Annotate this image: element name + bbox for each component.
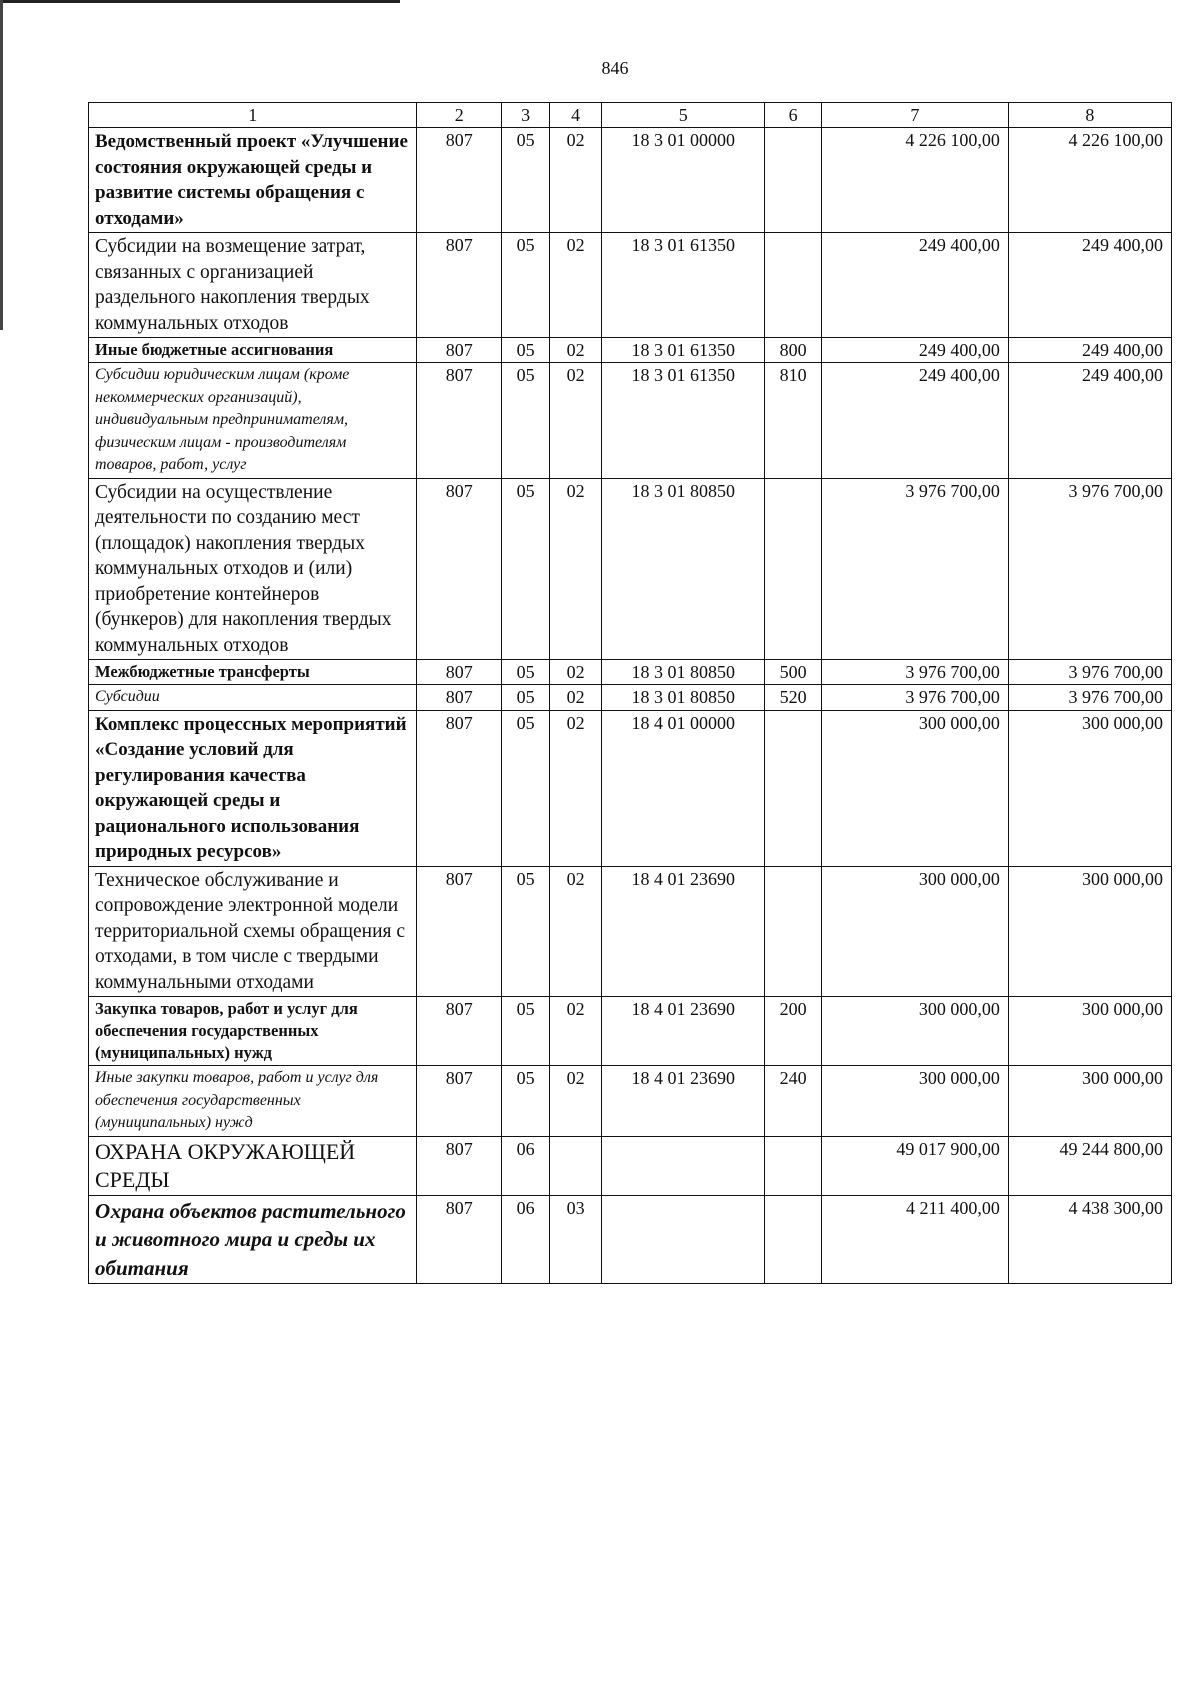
department-code-cell: 807	[417, 1195, 502, 1284]
expense-type-cell	[765, 233, 822, 338]
department-code-cell: 807	[417, 363, 502, 479]
department-code-cell: 807	[417, 1136, 502, 1195]
table-row	[89, 1066, 1172, 1137]
subsection-code-cell: 03	[550, 1195, 602, 1284]
table-row	[89, 128, 1172, 233]
section-code-cell: 05	[502, 128, 550, 233]
amount-year-2-cell: 4 226 100,00	[1008, 128, 1171, 233]
row-name: Межбюджетные трансферты	[95, 662, 310, 681]
header-cell: 2	[417, 103, 502, 128]
amount-year-2-cell: 49 244 800,00	[1008, 1136, 1171, 1195]
budget-table	[88, 102, 1172, 1284]
target-article-cell: 18 3 01 80850	[602, 478, 765, 660]
target-article-cell	[602, 1136, 765, 1195]
amount-year-2-cell: 300 000,00	[1008, 710, 1171, 866]
section-code-cell: 05	[502, 997, 550, 1066]
section-code-cell: 05	[502, 660, 550, 685]
section-code-cell: 05	[502, 338, 550, 363]
department-code-cell: 807	[417, 997, 502, 1066]
header-cell: 3	[502, 103, 550, 128]
department-code-cell: 807	[417, 866, 502, 997]
target-article-cell: 18 3 01 61350	[602, 338, 765, 363]
table-row	[89, 478, 1172, 660]
subsection-code-cell: 02	[550, 128, 602, 233]
row-name: Субсидии на осуществление деятельности по созданию мест (площадок) накопления твердых коммунальных отходов и (или) приобретение контейнеров (бункеров) для накопления твердых коммунальных отходов	[95, 481, 392, 656]
department-code-cell: 807	[417, 660, 502, 685]
row-name-cell	[89, 685, 417, 711]
header-cell: 5	[602, 103, 765, 128]
section-code-cell: 05	[502, 1066, 550, 1137]
row-name-cell	[89, 660, 417, 685]
page-number: 846	[601, 58, 629, 78]
expense-type-cell: 800	[765, 338, 822, 363]
row-name-cell	[89, 233, 417, 338]
header-cell: 6	[765, 103, 822, 128]
department-code-cell: 807	[417, 478, 502, 660]
row-name: Субсидии	[95, 688, 160, 705]
expense-type-cell	[765, 128, 822, 233]
amount-year-2-cell: 3 976 700,00	[1008, 660, 1171, 685]
row-name: Ведомственный проект «Улучшение состояния окружающей среды и развитие системы обращения с отходами»	[95, 131, 408, 229]
table-row	[89, 866, 1172, 997]
section-code-cell: 05	[502, 685, 550, 711]
amount-year-2-cell: 300 000,00	[1008, 1066, 1171, 1137]
amount-year-1-cell: 3 976 700,00	[821, 685, 1008, 711]
target-article-cell: 18 4 01 23690	[602, 866, 765, 997]
row-name: Комплекс процессных мероприятий «Создание условий для регулирования качества окружающей среды и рационального использования природных ресурсов»	[95, 713, 407, 862]
subsection-code-cell: 02	[550, 660, 602, 685]
amount-year-1-cell: 300 000,00	[821, 710, 1008, 866]
target-article-cell: 18 4 01 23690	[602, 997, 765, 1066]
header-cell: 8	[1008, 103, 1171, 128]
target-article-cell	[602, 1195, 765, 1284]
subsection-code-cell: 02	[550, 997, 602, 1066]
row-name: Субсидии на возмещение затрат, связанных с организацией раздельного накопления твердых коммунальных отходов	[95, 236, 370, 334]
expense-type-cell	[765, 710, 822, 866]
table-row	[89, 233, 1172, 338]
amount-year-2-cell: 300 000,00	[1008, 997, 1171, 1066]
expense-type-cell: 520	[765, 685, 822, 711]
row-name-cell	[89, 1195, 417, 1284]
amount-year-1-cell: 300 000,00	[821, 866, 1008, 997]
amount-year-1-cell: 4 226 100,00	[821, 128, 1008, 233]
table-row	[89, 1136, 1172, 1195]
row-name-cell	[89, 478, 417, 660]
table-row	[89, 685, 1172, 711]
amount-year-2-cell: 4 438 300,00	[1008, 1195, 1171, 1284]
row-name: Субсидии юридическим лицам (кроме некоммерческих организаций), индивидуальным предпринимателям, физическим лицам - производителям товаров, работ, услуг	[95, 366, 350, 473]
amount-year-2-cell: 300 000,00	[1008, 866, 1171, 997]
table-row	[89, 1195, 1172, 1284]
expense-type-cell: 240	[765, 1066, 822, 1137]
expense-type-cell: 500	[765, 660, 822, 685]
section-code-cell: 05	[502, 233, 550, 338]
row-name: Иные бюджетные ассигнования	[95, 340, 334, 359]
header-cell: 1	[89, 103, 417, 128]
subsection-code-cell: 02	[550, 710, 602, 866]
row-name: Иные закупки товаров, работ и услуг для обеспечения государственных (муниципальных) нужд	[95, 1069, 379, 1131]
subsection-code-cell: 02	[550, 685, 602, 711]
expense-type-cell	[765, 1136, 822, 1195]
amount-year-1-cell: 300 000,00	[821, 997, 1008, 1066]
row-name-cell	[89, 1066, 417, 1137]
section-code-cell: 05	[502, 866, 550, 997]
target-article-cell: 18 4 01 23690	[602, 1066, 765, 1137]
amount-year-2-cell: 249 400,00	[1008, 338, 1171, 363]
amount-year-1-cell: 49 017 900,00	[821, 1136, 1008, 1195]
subsection-code-cell: 02	[550, 866, 602, 997]
expense-type-cell: 810	[765, 363, 822, 479]
subsection-code-cell	[550, 1136, 602, 1195]
section-code-cell: 06	[502, 1136, 550, 1195]
target-article-cell: 18 3 01 61350	[602, 233, 765, 338]
department-code-cell: 807	[417, 233, 502, 338]
header-cell: 7	[821, 103, 1008, 128]
expense-type-cell	[765, 866, 822, 997]
row-name-cell	[89, 866, 417, 997]
row-name-cell	[89, 710, 417, 866]
top-border-line	[0, 0, 400, 3]
row-name: ОХРАНА ОКРУЖАЮЩЕЙ СРЕДЫ	[95, 1138, 356, 1192]
subsection-code-cell: 02	[550, 338, 602, 363]
target-article-cell: 18 3 01 61350	[602, 363, 765, 479]
section-code-cell: 05	[502, 710, 550, 866]
expense-type-cell	[765, 478, 822, 660]
subsection-code-cell: 02	[550, 1066, 602, 1137]
row-name-cell	[89, 1136, 417, 1195]
table-row	[89, 710, 1172, 866]
table-row	[89, 997, 1172, 1066]
amount-year-1-cell: 3 976 700,00	[821, 478, 1008, 660]
row-name-cell	[89, 128, 417, 233]
row-name-cell	[89, 363, 417, 479]
amount-year-1-cell: 300 000,00	[821, 1066, 1008, 1137]
row-name: Охрана объектов растительного и животного мира и среды их обитания	[95, 1198, 406, 1280]
table-header-row	[89, 103, 1172, 128]
table-row	[89, 338, 1172, 363]
subsection-code-cell: 02	[550, 233, 602, 338]
target-article-cell: 18 3 01 80850	[602, 660, 765, 685]
department-code-cell: 807	[417, 338, 502, 363]
section-code-cell: 05	[502, 363, 550, 479]
amount-year-1-cell: 249 400,00	[821, 233, 1008, 338]
amount-year-2-cell: 249 400,00	[1008, 363, 1171, 479]
row-name-cell	[89, 997, 417, 1066]
header-cell: 4	[550, 103, 602, 128]
row-name: Техническое обслуживание и сопровождение электронной модели территориальной схемы обращения с отходами, в том числе с твердыми коммунальными отходами	[95, 869, 406, 993]
amount-year-2-cell: 3 976 700,00	[1008, 478, 1171, 660]
target-article-cell: 18 3 01 00000	[602, 128, 765, 233]
row-name: Закупка товаров, работ и услуг для обеспечения государственных (муниципальных) нужд	[95, 999, 358, 1062]
row-name-cell	[89, 338, 417, 363]
section-code-cell: 05	[502, 478, 550, 660]
table-row	[89, 660, 1172, 685]
amount-year-2-cell: 3 976 700,00	[1008, 685, 1171, 711]
subsection-code-cell: 02	[550, 363, 602, 479]
department-code-cell: 807	[417, 685, 502, 711]
amount-year-2-cell: 249 400,00	[1008, 233, 1171, 338]
amount-year-1-cell: 249 400,00	[821, 338, 1008, 363]
left-border-line	[0, 0, 3, 330]
expense-type-cell	[765, 1195, 822, 1284]
department-code-cell: 807	[417, 710, 502, 866]
amount-year-1-cell: 3 976 700,00	[821, 660, 1008, 685]
expense-type-cell: 200	[765, 997, 822, 1066]
target-article-cell: 18 3 01 80850	[602, 685, 765, 711]
section-code-cell: 06	[502, 1195, 550, 1284]
subsection-code-cell: 02	[550, 478, 602, 660]
amount-year-1-cell: 4 211 400,00	[821, 1195, 1008, 1284]
amount-year-1-cell: 249 400,00	[821, 363, 1008, 479]
table-row	[89, 363, 1172, 479]
target-article-cell: 18 4 01 00000	[602, 710, 765, 866]
department-code-cell: 807	[417, 128, 502, 233]
department-code-cell: 807	[417, 1066, 502, 1137]
